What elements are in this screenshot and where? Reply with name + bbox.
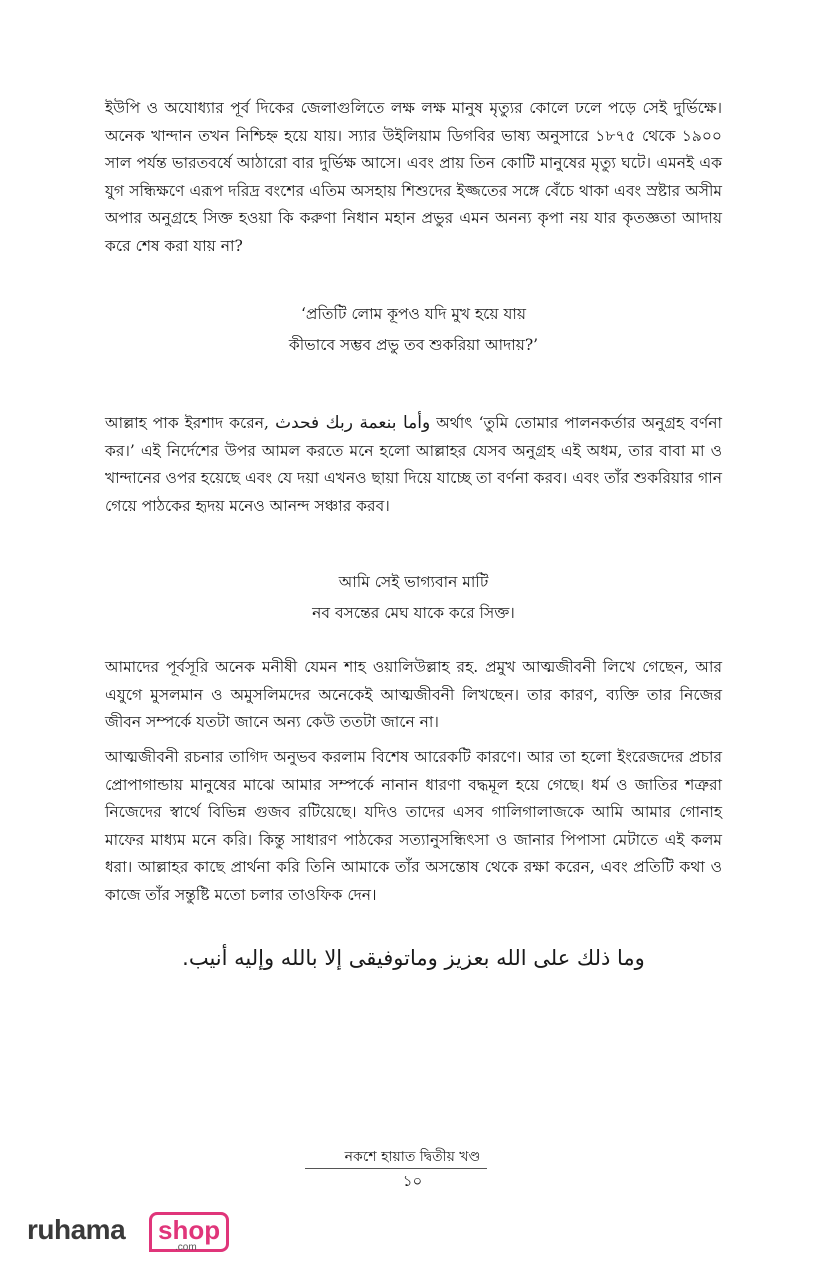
paragraph-quran-command xyxy=(105,410,722,520)
logo-ruhama-text: ruhama xyxy=(27,1214,126,1245)
logo-shop-badge: shop xyxy=(149,1212,229,1252)
arabic-verse-inline: وأما بنعمة ربك فحدث xyxy=(275,413,431,433)
verse-2-line-2: নব বসন্তের মেঘ যাকে করে সিক্ত। xyxy=(312,604,515,622)
verse-2-line-1: আমি সেই ভাগ্যবান মাটি xyxy=(338,573,489,591)
footer-divider xyxy=(305,1168,487,1169)
paragraph-quran-meaning: অর্থাৎ ‘তুমি তোমার পালনকর্তার অনুগ্রহ বর্ণনা কর।’ এই নির্দেশের উপর আমল করতে মনে হলো আল্লাহর যেসব অনুগ্রহ এই অধম, তার বাবা মা ও খান্দানের ওপর হয়েছে এবং যে দয়া এখনও ছায়া দিয়ে যাচ্ছে তা বর্ণনা করব। এবং তাঁর শুকরিয়ার গান গেয়ে পাঠকের হৃদয় মনেও আনন্দ সঞ্চার করব। xyxy=(105,414,722,515)
verse-1-line-2: কীভাবে সম্ভব প্রভু তব শুকরিয়া আদায়?’ xyxy=(288,336,539,354)
paragraph-autobiography: আমাদের পূর্বসূরি অনেক মনীষী যেমন শাহ ওয়ালিউল্লাহ রহ. প্রমুখ আত্মজীবনী লিখে গেছেন, আর এযুগে মুসলমান ও অমুসলিমদের অনেকেই আত্মজীবনী লিখছেন। তার কারণ, ব্যক্তি তার নিজের জীবন সম্পর্কে যতটা জানে অন্য কেউ ততটা জানে না। xyxy=(105,658,722,732)
ruhamashop-logo xyxy=(27,1212,227,1252)
paragraph-famine: ইউপি ও অযোধ্যার পূর্ব দিকের জেলাগুলিতে লক্ষ লক্ষ মানুষ মৃত্যুর কোলে ঢলে পড়ে সেই দুর্ভিক্ষে। অনেক খান্দান তখন নিশ্চিহ্ন হয়ে যায়। স্যার উইলিয়াম ডিগবির ভাষ্য অনুসারে ১৮৭৫ থেকে ১৯০০ সাল পর্যন্ত ভারতবর্ষে আঠারো বার দুর্ভিক্ষ আসে। এবং প্রায় তিন কোটি মানুষের মৃত্যু ঘটে। এমনই এক যুগ সন্ধিক্ষণে এরূপ দরিদ্র বংশের এতিম অসহায় শিশুদের ইজ্জতের সঙ্গে বেঁচে থাকা এবং স্রষ্টার অসীম অপার অনুগ্রহে সিক্ত হওয়া কি করুণা নিধান মহান প্রভুর এমন অনন্য কৃপা নয় যার কৃতজ্ঞতা আদায় করে শেষ করা যায় না? xyxy=(105,99,722,255)
page-number: ১০ xyxy=(402,1172,423,1190)
footer-book-title: নকশে হায়াত দ্বিতীয় খণ্ড xyxy=(344,1149,481,1165)
paragraph-quran-intro: আল্লাহ পাক ইরশাদ করেন, xyxy=(105,414,276,432)
logo-com-text: .com xyxy=(175,1242,197,1253)
arabic-closing-line: وما ذلك على الله بعزيز وماتوفيقى إلا بالله وإليه أنيب. xyxy=(182,946,645,970)
paragraph-reason: আত্মজীবনী রচনার তাগিদ অনুভব করলাম বিশেষ আরেকটি কারণে। আর তা হলো ইংরেজদের প্রচার প্রোপাগান্ডায় মানুষের মাঝে আমার সম্পর্কে নানান ধারণা বদ্ধমূল হয়ে গেছে। ধর্ম ও জাতির শত্রুরা নিজেদের স্বার্থে বিভিন্ন গুজব রটিয়েছে। যদিও তাদের এসব গালিগালাজকে আমি আমার গোনাহ মাফের মাধ্যম মনে করি। কিন্তু সাধারণ পাঠকের সত্যানুসন্ধিৎসা ও জানার পিপাসা মেটাতে এই কলম ধরা। আল্লাহর কাছে প্রার্থনা করি তিনি আমাকে তাঁর অসন্তোষ থেকে রক্ষা করেন, এবং প্রতিটি কথা ও কাজে তাঁর সন্তুষ্টি মতো চলার তাওফিক দেন। xyxy=(105,748,722,904)
verse-1-line-1: ‘প্রতিটি লোম কূপও যদি মুখ হয়ে যায় xyxy=(300,305,527,323)
